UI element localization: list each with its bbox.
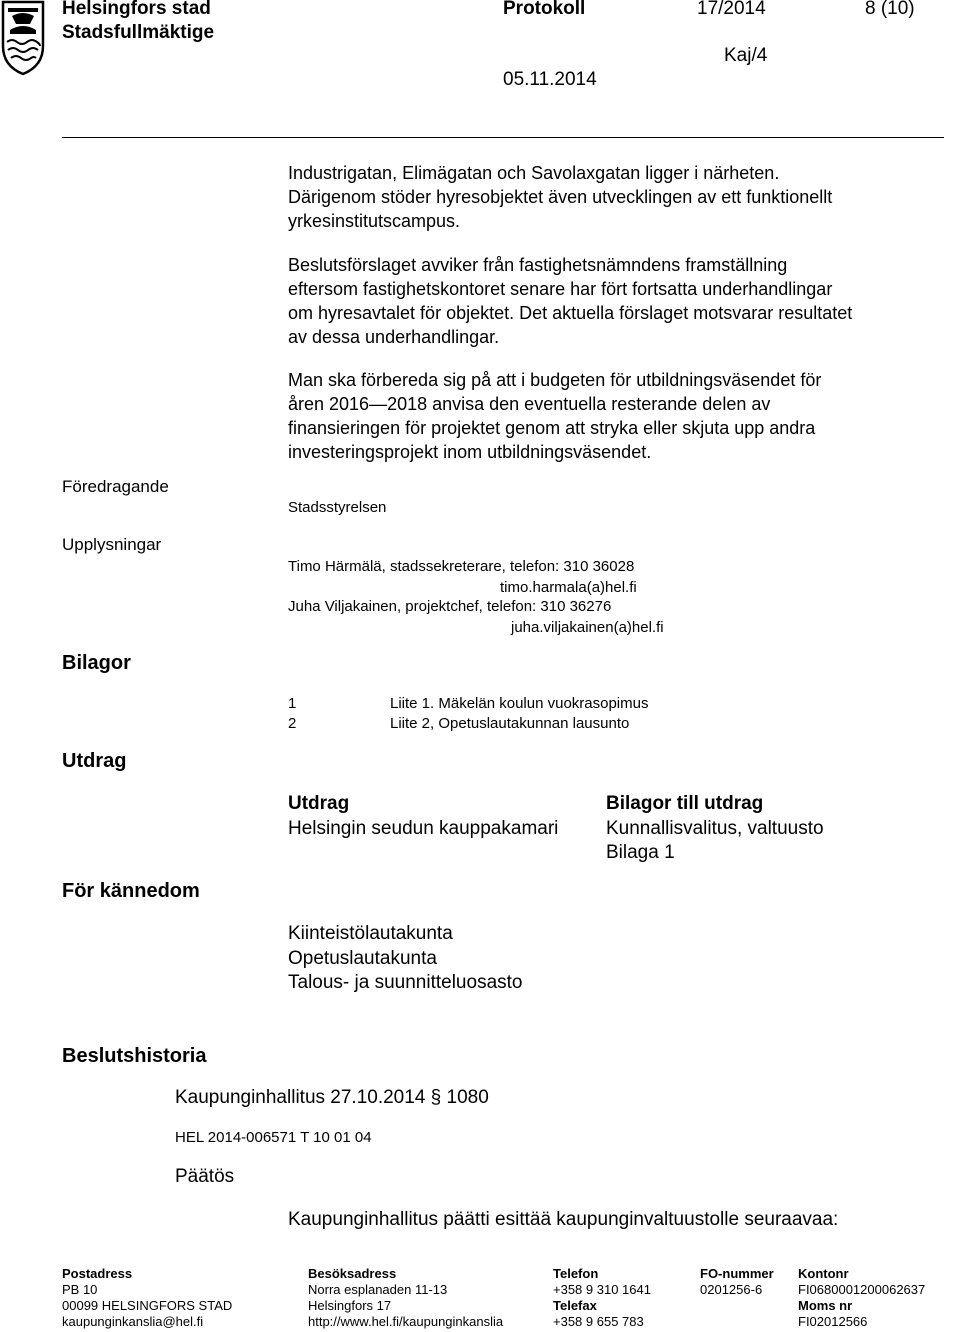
paragraph-budget: Man ska förbereda sig på att i budgeten för utbildningsväsendet för åren 2016—2018 anvisa den eventuella resterande delen av finansieringen för projektet genom att stryka eller skjuta upp andra investeringsprojekt inom utbildningsväsendet. (288, 370, 822, 462)
extract-col2-heading: Bilagor till utdrag (606, 793, 764, 814)
contact-1-email: timo.harmala(a)hel.fi (500, 579, 637, 596)
notice-label: För kännedom (62, 880, 200, 902)
history-heading: Beslutshistoria (62, 1045, 207, 1067)
extract-recipients (288, 792, 558, 841)
attachment-2-number: 2 (288, 715, 297, 732)
notice-list (288, 922, 522, 996)
decision-text: Kaupunginhallitus päätti esittää kaupunginvaltuustolle seuraavaa: (288, 1209, 839, 1230)
extract-attachments (606, 792, 824, 866)
contact-2-email: juha.viljakainen(a)hel.fi (511, 619, 664, 636)
extract-label: Utdrag (62, 750, 127, 772)
document-type: Protokoll (503, 0, 586, 19)
attachment-1-title: Liite 1. Mäkelän koulun vuokrasopimus (390, 695, 649, 712)
agenda-item: Kaj/4 (724, 45, 768, 66)
footer-postal: Postadress PB 10 00099 HELSINGFORS STAD kaupunginkanslia@hel.fi (62, 1266, 233, 1329)
meeting-date: 05.11.2014 (503, 69, 597, 90)
presenter-value: Stadsstyrelsen (288, 499, 387, 516)
attachment-1-number: 1 (288, 695, 297, 712)
extract-attachment: Bilaga 1 (606, 842, 675, 863)
page-number: 8 (10) (865, 0, 915, 19)
section-sign: § (430, 1087, 442, 1108)
footer-phone: Telefon +358 9 310 1641 Telefax +358 9 655 783 (553, 1266, 651, 1329)
footer-account: Kontonr FI0680001200062637 Moms nr FI02012566 (798, 1266, 926, 1329)
footer-visit: Besöksadress Norra esplanaden 11-13 Helsingfors 17 http://www.hel.fi/kaupunginkanslia (308, 1266, 504, 1329)
extract-recipient: Helsingin seudun kauppakamari (288, 817, 559, 839)
paragraph-deviation: Beslutsförslaget avviker från fastighetsnämndens framställning eftersom fastighetskontoret senare har fört fortsatta underhandlingar om hyresavtalet för objektet. Det aktuella förslaget motsvarar resultatet av dessa underhandlingar. (288, 255, 853, 347)
protocol-number: 17/2014 (697, 0, 766, 19)
paragraph-location: Industrigatan, Elimägatan och Savolaxgatan ligger i närheten. Därigenom stöder hyresobjektet även utvecklingen av ett funktionellt yrkesinstitutscampus. (288, 163, 833, 231)
attachment-2-title: Liite 2, Opetuslautakunnan lausunto (390, 715, 630, 732)
extract-col1-heading: Utdrag (288, 793, 350, 814)
history-reference: HEL 2014-006571 T 10 01 04 (175, 1129, 372, 1146)
presenter-label: Föredragande (62, 477, 169, 496)
notice-item: Opetuslautakunta (288, 947, 437, 969)
info-label: Upplysningar (62, 535, 162, 554)
header-divider (62, 137, 944, 138)
contact-2-line: Juha Viljakainen, projektchef, telefon: 310 36276 (288, 598, 612, 615)
decision-label: Päätös (175, 1166, 235, 1187)
city-coat-of-arms-logo (0, 0, 46, 76)
notice-item: Talous- ja suunnitteluosasto (288, 972, 523, 993)
notice-item: Kiinteistölautakunta (288, 923, 453, 944)
contact-1-line: Timo Härmälä, stadssekreterare, telefon: 310 36028 (288, 558, 635, 575)
footer-fo: FO-nummer 0201256-6 (700, 1266, 774, 1297)
attachments-label: Bilagor (62, 652, 131, 674)
extract-attachment: Kunnallisvalitus, valtuusto (606, 817, 824, 839)
org-name: Helsingfors stad (62, 0, 211, 19)
council-name: Stadsfullmäktige (62, 22, 215, 43)
history-meeting: Kaupunginhallitus 27.10.2014 § 1080 (175, 1087, 489, 1108)
